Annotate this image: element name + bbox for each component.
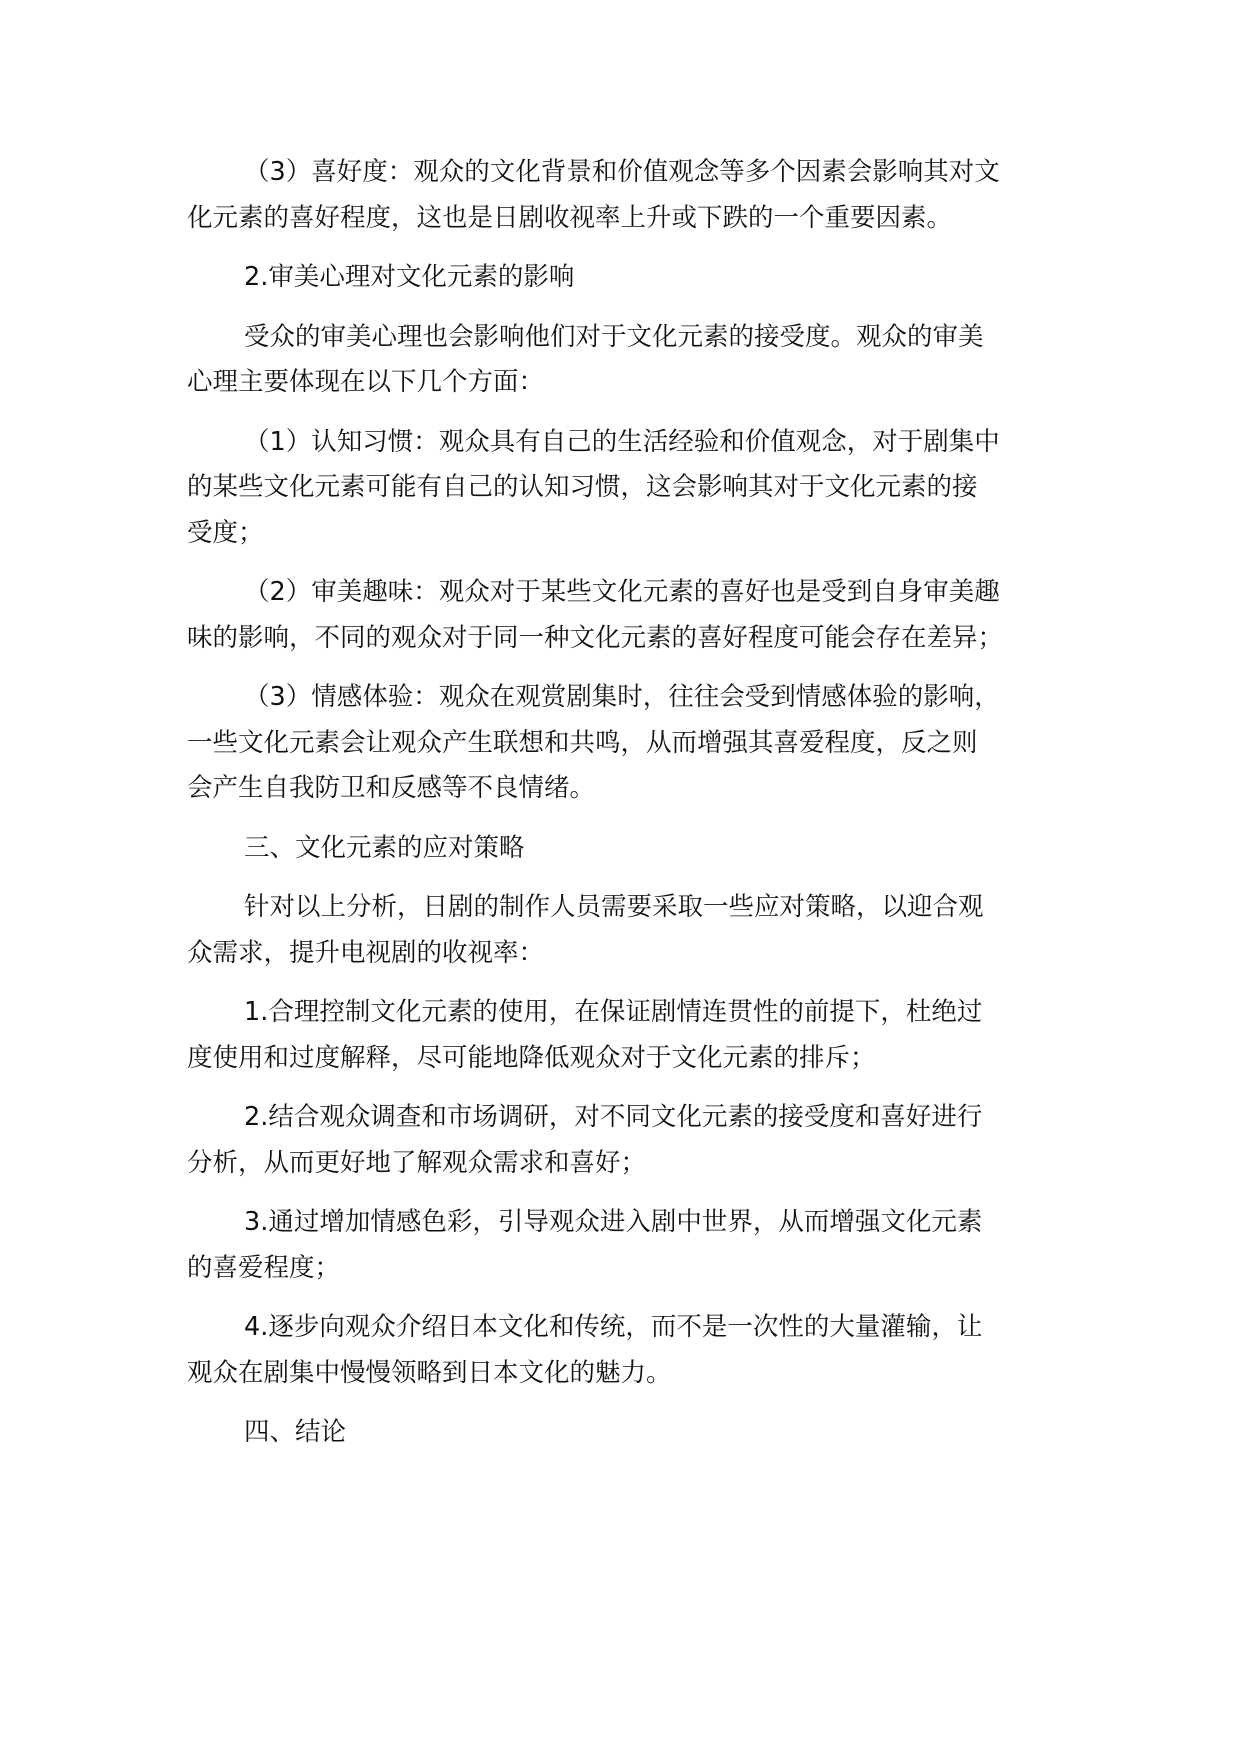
paragraph-line: 受众的审美心理也会影响他们对于文化元素的接受度。观众的审美 xyxy=(244,321,984,352)
heading-line: 三、文化元素的应对策略 xyxy=(244,832,525,863)
paragraph-line: 味的影响，不同的观众对于同一种文化元素的喜好程度可能会存在差异； xyxy=(187,622,1004,653)
paragraph-line: 众需求，提升电视剧的收视率： xyxy=(187,937,545,968)
paragraph-line: 2.结合观众调查和市场调研，对不同文化元素的接受度和喜好进行 xyxy=(244,1102,983,1132)
paragraph-line: 观众在剧集中慢慢领略到日本文化的魅力。 xyxy=(187,1357,672,1388)
paragraph-strategy-1 xyxy=(187,990,1077,1081)
paragraph-line: 心理主要体现在以下几个方面： xyxy=(187,367,545,397)
paragraph-strategy-3 xyxy=(187,1200,1077,1291)
paragraph-aesthetic-intro xyxy=(187,315,1077,406)
paragraph-strategy-4 xyxy=(187,1305,1077,1396)
paragraph-preference-degree xyxy=(187,150,1077,241)
paragraph-line: 4.逐步向观众介绍日本文化和传统，而不是一次性的大量灌输，让 xyxy=(244,1312,983,1342)
paragraph-line: 分析，从而更好地了解观众需求和喜好； xyxy=(187,1147,647,1178)
paragraph-line: 受度； xyxy=(187,517,264,548)
section-heading-strategies xyxy=(187,826,1077,872)
paragraph-line: 3.通过增加情感色彩，引导观众进入剧中世界，从而增强文化元素 xyxy=(244,1207,983,1237)
paragraph-line: （3）喜好度：观众的文化背景和价值观念等多个因素会影响其对文 xyxy=(244,157,1000,187)
paragraph-aesthetic-taste xyxy=(187,570,1077,661)
paragraph-strategy-2 xyxy=(187,1095,1077,1186)
paragraph-line: 1.合理控制文化元素的使用，在保证剧情连贯性的前提下，杜绝过 xyxy=(244,997,983,1027)
section-heading-aesthetic-psychology xyxy=(187,255,1077,301)
heading-line: 四、结论 xyxy=(244,1417,347,1447)
heading-line: 2.审美心理对文化元素的影响 xyxy=(244,262,575,292)
paragraph-line: 化元素的喜好程度，这也是日剧收视率上升或下跌的一个重要因素。 xyxy=(187,202,953,233)
paragraph-line: 的喜爱程度； xyxy=(187,1252,341,1283)
paragraph-line: 一些文化元素会让观众产生联想和共鸣，从而增强其喜爱程度，反之则 xyxy=(187,727,978,758)
paragraph-cognitive-habit xyxy=(187,420,1077,557)
paragraph-line: （1）认知习惯：观众具有自己的生活经验和价值观念，对于剧集中 xyxy=(244,426,1000,457)
paragraph-line: 针对以上分析，日剧的制作人员需要采取一些应对策略，以迎合观 xyxy=(244,892,984,922)
paragraph-emotional-experience xyxy=(187,675,1077,812)
paragraph-line: 会产生自我防卫和反感等不良情绪。 xyxy=(187,773,596,803)
paragraph-strategies-intro xyxy=(187,885,1077,976)
paragraph-line: （2）审美趣味：观众对于某些文化元素的喜好也是受到自身审美趣 xyxy=(244,577,1000,607)
section-heading-conclusion xyxy=(187,1410,1077,1456)
document-body xyxy=(187,150,1077,1456)
paragraph-line: （3）情感体验：观众在观赏剧集时，往往会受到情感体验的影响， xyxy=(244,682,1000,712)
paragraph-line: 的某些文化元素可能有自己的认知习惯，这会影响其对于文化元素的接 xyxy=(187,472,978,502)
paragraph-line: 度使用和过度解释，尽可能地降低观众对于文化元素的排斥； xyxy=(187,1042,876,1073)
